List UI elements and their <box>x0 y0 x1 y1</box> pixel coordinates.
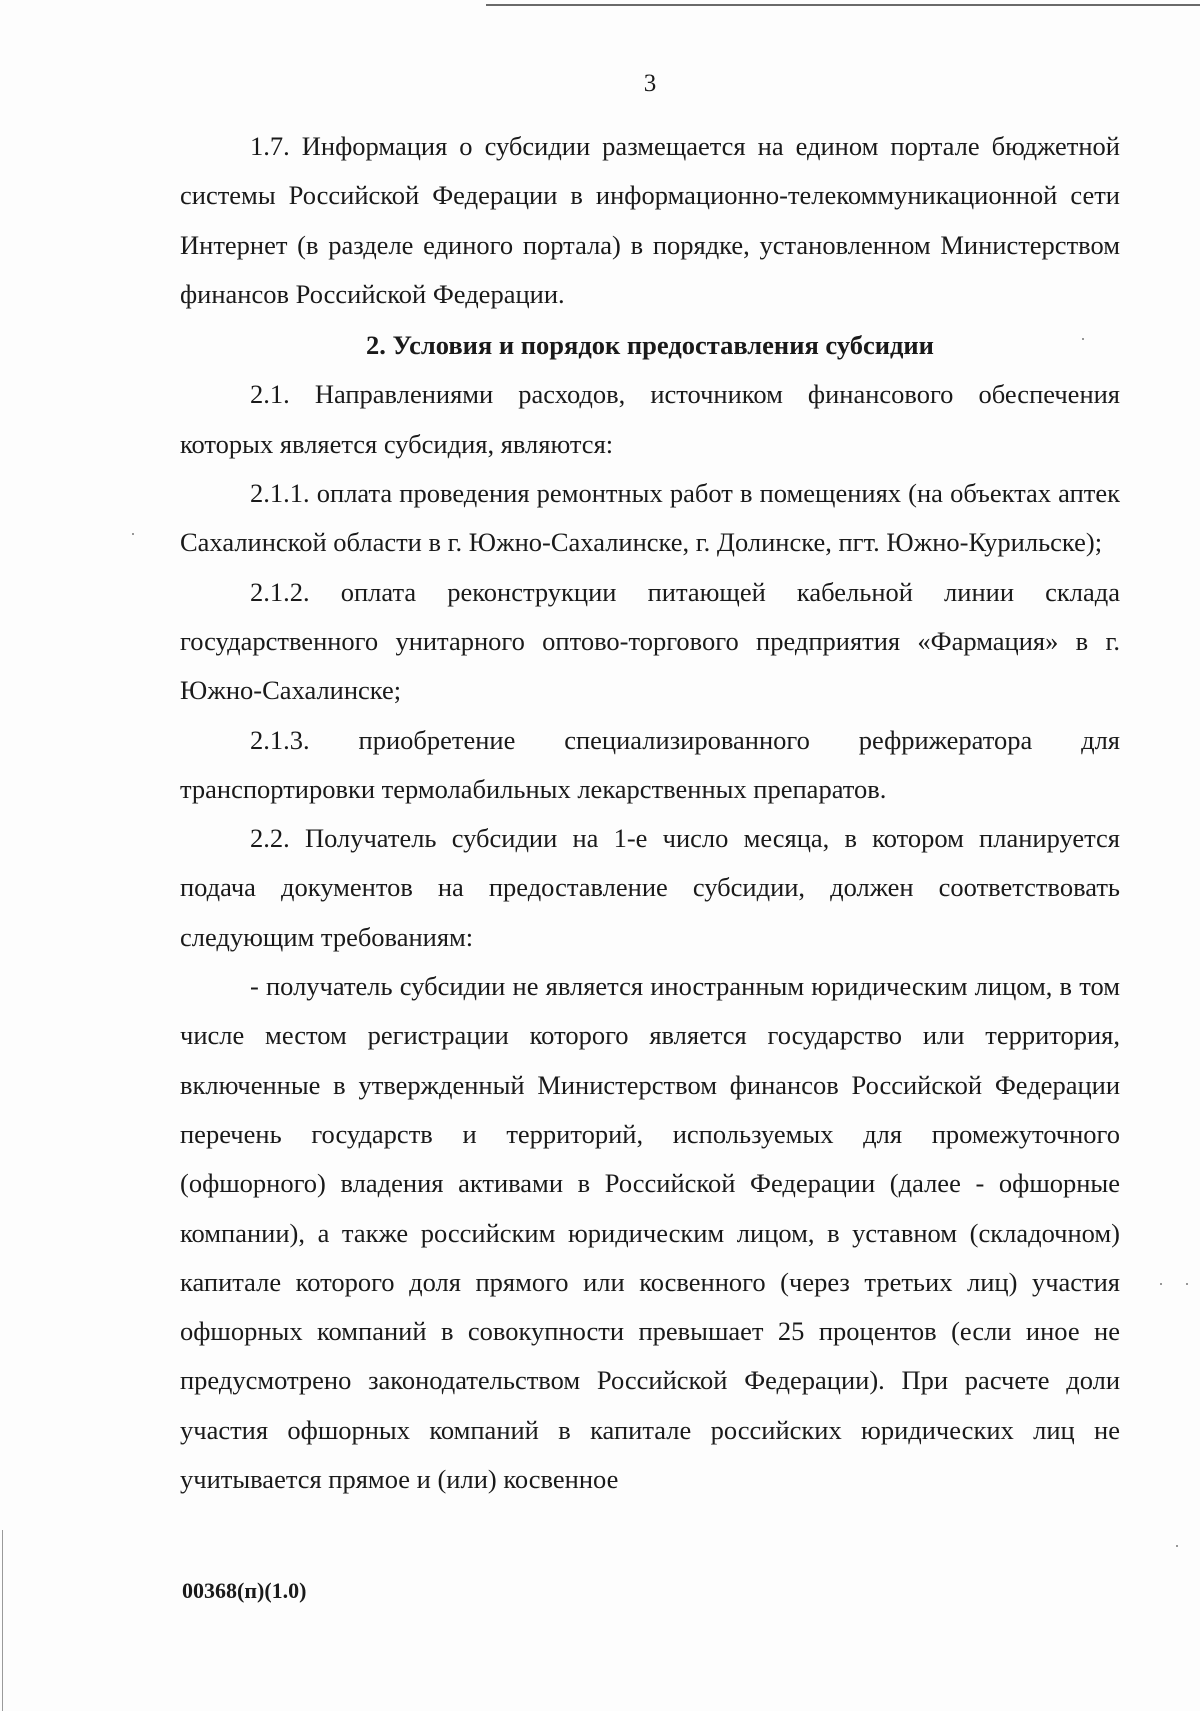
requirement-item-1: - получатель субсидии не является иностранным юридическим лицом, в том числе местом регистрации которого является государство или территория, включенные в утвержденный Министерством финансов Российской Федерации перечень государств и территорий, используемых для промежуточного (офшорного) владения активами в Российской Федерации (далее - офшорные компании), а также российским юридическим лицом, в уставном (складочном) капитале которого доля прямого или косвенного (через третьих лиц) участия офшорных компаний в совокупности превышает 25 процентов (если иное не предусмотрено законодательством Российской Федерации). При расчете доли участия офшорных компаний в капитале российских юридических лиц не учитывается прямое и (или) косвенное <box>180 971 1120 1495</box>
document-body <box>180 122 1120 1504</box>
scan-speck <box>1176 1545 1178 1547</box>
scan-top-rule <box>486 4 1200 6</box>
scan-left-edge <box>2 1530 3 1711</box>
paragraph-2-2: 2.2. Получатель субсидии на 1-е число месяца, в котором планируется подача документов на предоставление субсидии, должен соответствовать следующим требованиям: <box>180 823 1120 952</box>
scan-speck <box>1160 1283 1162 1285</box>
paragraph-2-1-2: 2.1.2. оплата реконструкции питающей кабельной линии склада государственного унитарного оптово-торгового предприятия «Фармация» в г. Южно-Сахалинске; <box>180 576 1120 706</box>
paragraph-1-7: 1.7. Информация о субсидии размещается на едином портале бюджетной системы Российской Федерации в информационно-телекоммуникационной сети Интернет (в разделе единого портала) в порядке, установленном Министерством финансов Российской Федерации. <box>180 131 1120 309</box>
section-2-heading: 2. Условия и порядок предоставления субсидии <box>366 330 934 361</box>
scan-speck <box>1082 338 1084 340</box>
page-number: 3 <box>643 70 657 97</box>
paragraph-2-1: 2.1. Направлениями расходов, источником финансового обеспечения которых является субсидия, являются: <box>180 379 1120 459</box>
paragraph-2-1-3: 2.1.3. приобретение специализированного рефрижератора для транспортировки термолабильных лекарственных препаратов. <box>180 724 1120 804</box>
paragraph-2-1-1: 2.1.1. оплата проведения ремонтных работ в помещениях (на объектах аптек Сахалинской области в г. Южно-Сахалинске, г. Долинске, пгт. Южно-Курильске); <box>180 478 1120 558</box>
scan-speck <box>1186 1283 1188 1285</box>
scan-speck <box>132 533 134 535</box>
document-code: 00368(п)(1.0) <box>182 1578 307 1603</box>
